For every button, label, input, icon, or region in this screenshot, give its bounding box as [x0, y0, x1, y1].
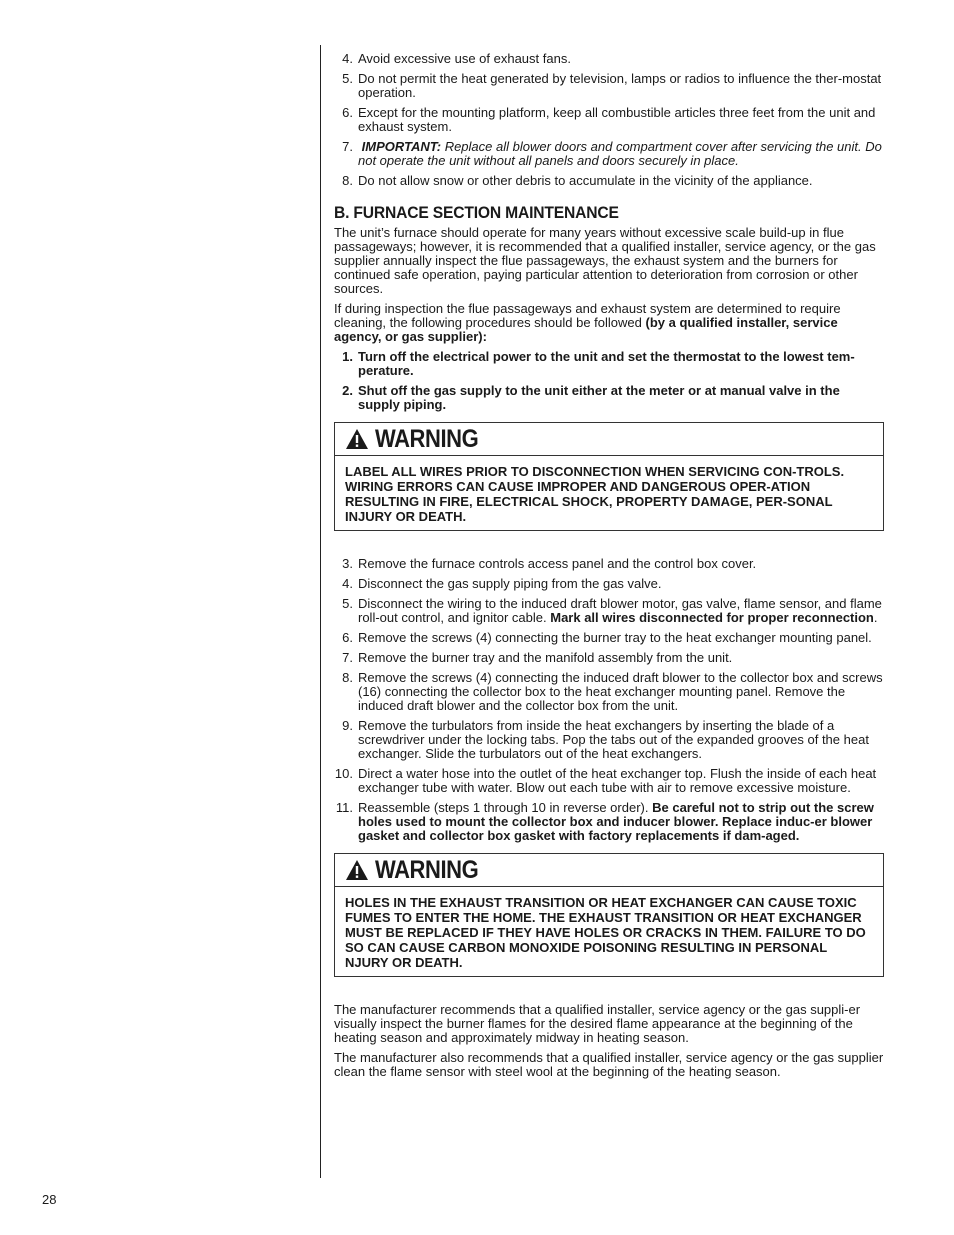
item-text: Remove the screws (4) connecting the induced draft blower to the collector box and screws (16) connecting the collector box to the heat exchanger mounting panel. Remove the induced draft blower and the collector box from the unit.: [358, 670, 883, 713]
warning-triangle-icon: [345, 428, 369, 450]
list-item: [334, 52, 884, 66]
item-number: 11.: [335, 800, 353, 815]
list-item: [334, 597, 884, 625]
item-text: Remove the turbulators from inside the heat exchangers by inserting the blade of a screwdriver under the locking tabs. Pop the tabs out of the expanded grooves of the heat exchanger. Slide the turbulators out of the heat exchangers.: [358, 718, 869, 761]
warning-box: [334, 422, 884, 531]
item-number: 6.: [342, 630, 353, 645]
item-number: 4.: [342, 576, 353, 591]
item-text: Do not permit the heat generated by television, lamps or radios to influence the ther-mostat operation.: [358, 71, 882, 100]
item-bold: Mark all wires disconnected for proper reconnection: [550, 610, 874, 625]
paragraph: The manufacturer also recommends that a qualified installer, service agency or the gas supplier clean the flame sensor with steel wool at the beginning of the heating season.: [334, 1050, 884, 1079]
list-item: [334, 651, 884, 665]
item-number: 4.: [342, 51, 353, 66]
paragraph: The manufacturer recommends that a qualified installer, service agency or the gas suppli-er visually inspect the burner flames for the desired flame appearance at the beginning of the heating season and approximately midway in heating season.: [334, 1002, 861, 1045]
warning-box: [334, 853, 884, 977]
item-number: 2.: [342, 383, 353, 398]
main-column: [334, 52, 884, 1085]
list-item: [334, 140, 884, 168]
item-text: Disconnect the wiring to the induced draft blower motor, gas valve, flame sensor, and flame roll-out control, and ignitor cable.: [358, 596, 882, 625]
warning-header: [335, 854, 883, 887]
column-divider: [320, 45, 321, 1178]
list-steps: [334, 557, 884, 843]
list-item: [334, 384, 884, 412]
item-number: 5.: [342, 596, 353, 611]
item-number: 8.: [342, 173, 353, 188]
item-text: Disconnect the gas supply piping from the gas valve.: [358, 576, 662, 591]
list-item: [334, 106, 884, 134]
item-number: 7.: [342, 650, 353, 665]
item-number: 6.: [342, 105, 353, 120]
paragraph-text: If during inspection the flue passageways and exhaust system are determined to require cleaning, the following procedures should be followed: [334, 301, 841, 330]
list-item: [334, 631, 884, 645]
paragraph: The unit’s furnace should operate for many years without excessive scale build-up in flue passageways; however, it is recommended that a qualified installer, service agency, or the gas supplier annually inspect the flue passageways, the exhaust system and the burners for continued safe operation, paying particular attention to deterioration from corrosion or other sources.: [334, 225, 876, 296]
list-a: [334, 52, 884, 188]
item-text: Reassemble (steps 1 through 10 in reverse order).: [358, 800, 649, 815]
section-heading: B. FURNACE SECTION MAINTENANCE: [334, 203, 619, 222]
item-text: Direct a water hose into the outlet of the heat exchanger top. Flush the inside of each heat exchanger tube with water. Blow out each tube with air to remove excessive moisture.: [358, 766, 877, 795]
list-item: [334, 767, 884, 795]
item-number: 7.: [342, 139, 353, 154]
item-number: 10.: [334, 766, 353, 781]
item-tail: .: [873, 610, 878, 625]
item-text: Shut off the gas supply to the unit either at the meter or at manual valve in the supply piping.: [358, 383, 840, 412]
list-item: [334, 72, 884, 100]
item-text: Replace all blower doors and compartment cover after servicing the unit. Do not operate the unit without all panels and doors securely in place.: [358, 139, 882, 168]
warning-text: HOLES IN THE EXHAUST TRANSITION OR HEAT EXCHANGER CAN CAUSE TOXIC FUMES TO ENTER THE HOME. THE EXHAUST TRANSITION OR HEAT EXCHANGER MUST BE REPLACED IF THEY HAVE HOLES OR CRACKS IN THEM. FAILURE TO DO SO CAN CAUSE CARBON MONOXIDE POISONING RESULTING IN PERSONAL NJURY OR DEATH.: [345, 895, 866, 970]
item-text: Remove the screws (4) connecting the burner tray to the heat exchanger mounting panel.: [358, 630, 872, 645]
list-item: [334, 350, 884, 378]
list-item: [334, 719, 884, 761]
item-number: 8.: [342, 670, 353, 685]
list-item: [334, 671, 884, 713]
steps-bold: [334, 350, 884, 412]
item-text: Remove the furnace controls access panel and the control box cover.: [358, 556, 757, 571]
warning-title: WARNING: [375, 425, 479, 453]
warning-text: LABEL ALL WIRES PRIOR TO DISCONNECTION WHEN SERVICING CON-TROLS. WIRING ERRORS CAN CAUSE IMPROPER AND DANGEROUS OPER-ATION RESULTING IN FIRE, ELECTRICAL SHOCK, PROPERTY DAMAGE, PER-SONAL INJURY OR DEATH.: [345, 464, 845, 524]
item-text: Turn off the electrical power to the unit and set the thermostat to the lowest tem-perature.: [358, 349, 855, 378]
warning-triangle-icon: [345, 859, 369, 881]
item-number: 3.: [342, 556, 353, 571]
item-text: Remove the burner tray and the manifold assembly from the unit.: [358, 650, 733, 665]
paragraph-bold: (by a qualified installer, service agency, or gas supplier):: [334, 315, 838, 344]
item-number: 1.: [342, 349, 353, 364]
list-item: [334, 557, 884, 571]
item-bold: Be careful not to strip out the screw holes used to mount the collector box and inducer blower. Replace induc-er blower gasket and collector box gasket with factory replacements if dam-aged.: [358, 800, 874, 843]
item-number: 5.: [342, 71, 353, 86]
item-text: Do not allow snow or other debris to accumulate in the vicinity of the appliance.: [358, 173, 813, 188]
paragraph: [334, 302, 884, 344]
item-text: Except for the mounting platform, keep all combustible articles three feet from the unit and exhaust system.: [358, 105, 876, 134]
item-text: Avoid excessive use of exhaust fans.: [358, 51, 571, 66]
list-item: [334, 577, 884, 591]
warning-header: [335, 423, 883, 456]
item-number: 9.: [342, 718, 353, 733]
page-number: 28: [42, 1192, 57, 1207]
important-label: IMPORTANT:: [361, 139, 442, 154]
warning-title: WARNING: [375, 856, 479, 884]
list-item: [334, 801, 884, 843]
list-item: [334, 174, 884, 188]
